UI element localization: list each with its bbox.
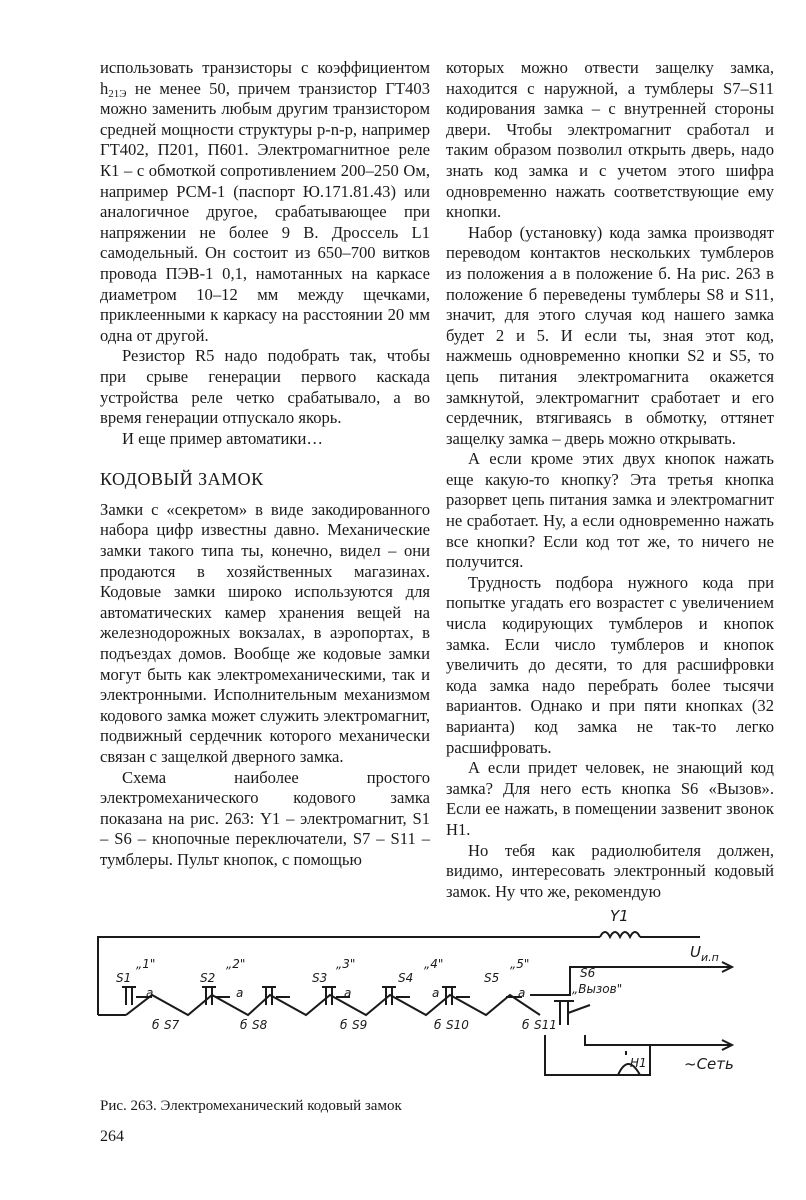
paragraph: И еще пример автоматики… — [122, 428, 323, 448]
paragraph: Но тебя как радиолюбителя должен, видимо, интересовать электронный кодовый замок. Ну что же, рекомендую — [446, 840, 774, 901]
label-s8: S8 — [252, 1018, 268, 1032]
paragraph: Резистор R5 надо подобрать так, чтобы при срыве генерации первого каскада устройства реле четко срабатывало, а во время генерации отпускало якорь. — [100, 346, 430, 428]
label-s2: S2 — [200, 971, 216, 985]
paragraph: которых можно отвести защелку замка, находится с наружной, а тумблеры S7–S11 кодирования замка – с внутренней стороны двери. Чтобы электромагнит сработал и таким образом позволил открыть дверь, надо знать код замка и с учетом этого шифра одновременно нажать соответствующие ему кнопки. — [446, 58, 774, 222]
label-s9: S9 — [352, 1018, 368, 1032]
label-u: $U_{и.п}$ — [690, 943, 719, 964]
paragraph: Схема наиболее простого электромеханического кодового замка показана на рис. 263: Y1 – электромагнит, S1 – S6 – кнопочные переключатели, S7 – S11 – тумблеры. Пульт кнопок, с помощью — [100, 767, 430, 869]
paragraph: А если придет человек, не знающий код замка? Для него есть кнопка S6 «Вызов». Если ее нажать, в помещении зазвенит звонок H1. — [446, 758, 774, 839]
label-a: а — [518, 986, 526, 1000]
label-b: б — [434, 1018, 442, 1032]
label-s5: S5 — [484, 971, 500, 985]
label-a: а — [146, 986, 154, 1000]
label-s10: S10 — [446, 1018, 469, 1032]
page-number: 264 — [100, 1128, 124, 1145]
label-n2: „2" — [226, 957, 246, 971]
label-b: б — [240, 1018, 248, 1032]
paragraph: Замки с «секретом» в виде закодированного набора цифр известны давно. Механические замки такого типа ты, конечно, видел – они продаются в хозяйственных магазинах. Кодовые замки широко используются для автоматических камер хранения вещей на железнодорожных вокзалах, в аэропортах, в подъездах домов. Вообще же кодовые замки могут быть как электромеханическими, так и электронными. Исполнительным механизмом кодового замка может служить электромагнит, подвижный сердечник которого механически связан с защелкой дверного замка. — [100, 499, 430, 766]
label-a: а — [432, 986, 440, 1000]
label-y1: Y1 — [610, 907, 629, 925]
label-n4: „4" — [424, 957, 444, 971]
label-net: ~Сеть — [684, 1055, 734, 1073]
figure-caption: Рис. 263. Электромеханический кодовый замок — [100, 1098, 402, 1114]
label-b: б — [522, 1018, 530, 1032]
label-a: а — [236, 986, 244, 1000]
label-s7: S7 — [164, 1018, 180, 1032]
circuit-diagram — [90, 905, 750, 1100]
label-s1: S1 — [116, 971, 132, 985]
diagram-labels — [116, 907, 734, 1073]
section-heading: КОДОВЫЙ ЗАМОК — [100, 469, 264, 490]
label-b: б — [152, 1018, 160, 1032]
label-n1: „1" — [136, 957, 156, 971]
right-column — [446, 58, 774, 902]
paragraph: А если кроме этих двух кнопок нажать еще какую-то кнопку? Эта третья кнопка разорвет цепь питания замка и электромагнит не сработает. Ну, а если одновременно нажать все кнопки? Если код тот же, то ничего не получится. — [446, 449, 774, 572]
paragraph: использовать транзисторы с коэффициентом $h_{21Э}$ не менее 50, причем транзистор ГТ403 можно заменить любым другим транзистором средней мощности структуры p-n-p, например ГТ402, П201, П601. Электромагнитное реле К1 – с обмоткой сопротивлением 200–250 Ом, например РСМ-1 (паспорт Ю.171.81.43) или аналогичное другое, срабатывающее при напряжении не более 9 В. Дроссель L1 самодельный. Он состоит из 650–700 витков провода ПЭВ-1 0,1, намотанных на каркасе диаметром 10–12 мм между щечками, приклеенными к каркасу на расстоянии 20 мм одна от другой. — [100, 58, 430, 345]
label-b: б — [340, 1018, 348, 1032]
label-s6: S6 — [580, 966, 596, 980]
label-s3: S3 — [312, 971, 328, 985]
label-n5: „5" — [510, 957, 530, 971]
label-s11: S11 — [534, 1018, 557, 1032]
label-h1: H1 — [630, 1056, 647, 1070]
left-column — [100, 58, 430, 871]
label-call: „Вызов" — [572, 982, 623, 996]
paragraph: Трудность подбора нужного кода при попытке угадать его возрастет с увеличением числа кодирующих тумблеров и кнопок замка. Если число тумблеров и кнопок увеличить до десяти, то для расшифровки кода замка надо перебрать более тысячи вариантов. Однако и при пяти кнопках (32 варианта) код замка не так-то легко расшифровать. — [446, 572, 774, 757]
label-a: а — [344, 986, 352, 1000]
paragraph: Набор (установку) кода замка производят переводом контактов нескольких тумблеров из положения а в положение б. На рис. 263 в положение б переведены тумблеры S8 и S11, значит, для этого случая код нашего замка будет 2 и 5. И если ты, зная этот код, нажмешь одновременно кнопки S2 и S5, то цепь питания электромагнита окажется замкнутой, электромагнит сработает и его сердечник, втягиваясь в обмотку, оттянет защелку замка – дверь можно открывать. — [446, 222, 774, 448]
label-n3: „3" — [336, 957, 356, 971]
label-s4: S4 — [398, 971, 414, 985]
